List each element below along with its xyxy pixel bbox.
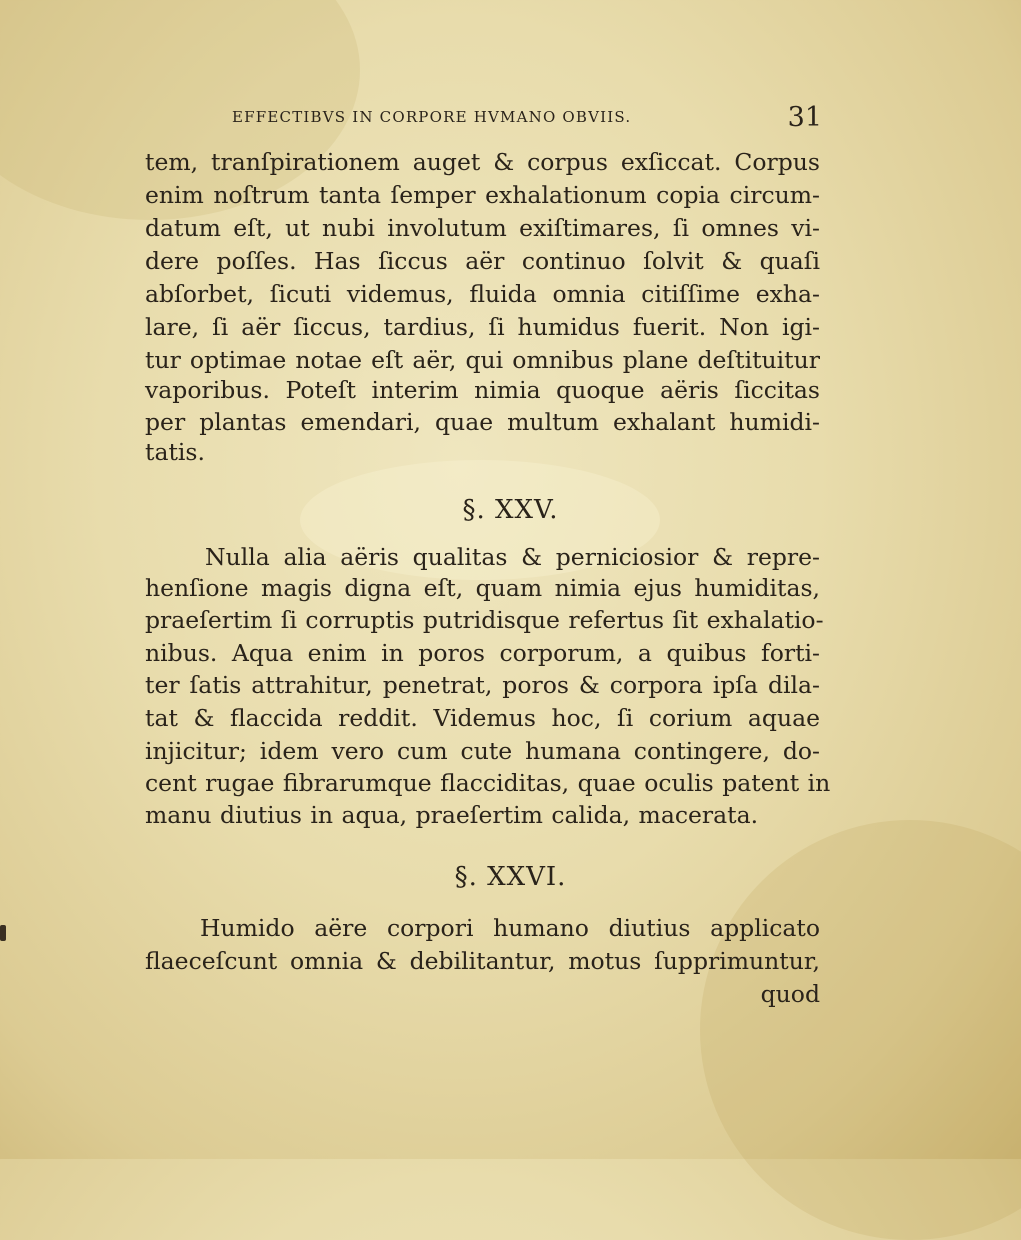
text-line: Humido aëre corpori humano diutius applicato (200, 914, 820, 942)
page-edge-mark (0, 925, 6, 941)
text-line: injicitur; idem vero cum cute humana contingere, do- (145, 737, 820, 765)
text-line: datum eſt, ut nubi involutum exiſtimares, ſi omnes vi- (145, 214, 820, 242)
text-line: tatis. (145, 438, 205, 466)
text-line: henſione magis digna eſt, quam nimia ejus humiditas, (145, 574, 820, 602)
text-line: nibus. Aqua enim in poros corporum, a quibus forti- (145, 639, 820, 667)
text-line: enim noſtrum tanta ſemper exhalationum copia circum- (145, 181, 820, 209)
section-heading-xxv: §. XXV. (462, 495, 559, 525)
text-line: dere poſſes. Has ſiccus aër continuo ſolvit & quaſi (145, 247, 820, 275)
section-heading-xxvi: §. XXVI. (454, 862, 567, 892)
text-line: lare, ſi aër ſiccus, tardius, ſi humidus fuerit. Non igi- (145, 313, 820, 341)
text-line: praeſertim ſi corruptis putridisque refertus ſit exhalatio- (145, 606, 824, 634)
text-line: flaeceſcunt omnia & debilitantur, motus ſupprimuntur, (145, 947, 820, 975)
text-line: ter ſatis attrahitur, penetrat, poros & corpora ipſa dila- (145, 671, 820, 699)
text-line: per plantas emendari, quae multum exhalant humidi- (145, 408, 820, 436)
text-line: abſorbet, ſicuti videmus, fluida omnia citiſſime exha- (145, 280, 820, 308)
catchword: quod (760, 980, 820, 1008)
page-header (232, 102, 832, 132)
text-line: tem, tranſpirationem auget & corpus exſiccat. Corpus (145, 148, 820, 176)
page-number: 31 (787, 102, 822, 133)
text-line: vaporibus. Poteſt interim nimia quoque aëris ſiccitas (145, 376, 820, 404)
text-line: cent rugae fibrarumque flacciditas, quae oculis patent in (145, 769, 831, 797)
text-line: manu diutius in aqua, praeſertim calida, macerata. (145, 801, 759, 829)
text-line: tat & flaccida reddit. Videmus hoc, ſi corium aquae (145, 704, 820, 732)
running-title: EFFECTIBVS IN CORPORE HVMANO OBVIIS. (232, 108, 632, 126)
text-line: Nulla alia aëris qualitas & perniciosior & repre- (205, 543, 820, 571)
text-line: tur optimae notae eſt aër, qui omnibus plane deſtituitur (145, 346, 820, 374)
